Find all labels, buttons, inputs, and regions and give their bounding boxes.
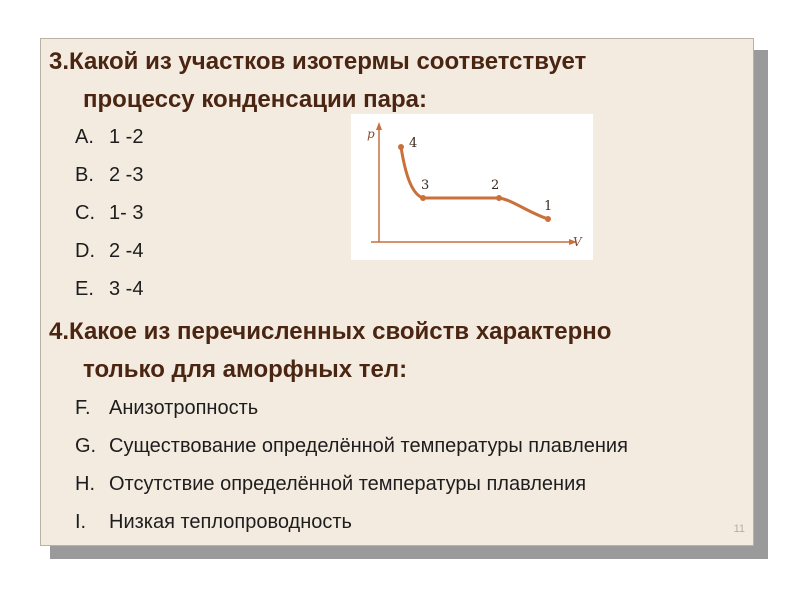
point-4: [398, 144, 404, 150]
option-text: Отсутствие определённой температуры плавления: [109, 473, 587, 495]
option-text: Анизотропность: [109, 397, 259, 419]
answer-option-e: [75, 277, 143, 301]
answer-option-b: [75, 163, 143, 187]
option-text: 1 -2: [109, 126, 144, 148]
slide: [40, 38, 754, 546]
option-letter: B.: [75, 164, 94, 186]
y-axis-label: p: [367, 127, 375, 141]
answer-option-d: [75, 239, 143, 263]
option-letter: G.: [75, 435, 97, 457]
question-3-line-2: процессу конденсации пара:: [83, 86, 428, 113]
question-4-line-1: 4.Какое из перечисленных свойств характерно: [49, 318, 612, 345]
option-text: 1- 3: [109, 202, 144, 224]
isotherm-svg: [351, 114, 593, 260]
option-letter: D.: [75, 240, 95, 262]
question-3-line-1: 3.Какой из участков изотермы соответствует: [49, 48, 587, 75]
point-label-4: 4: [409, 136, 418, 151]
answer-option-h: [75, 472, 586, 496]
y-axis-arrow: [376, 122, 382, 130]
point-2: [496, 195, 502, 201]
option-letter: E.: [75, 278, 94, 300]
option-text: 2 -4: [109, 240, 144, 262]
question-4-title: [49, 313, 611, 389]
answer-option-c: [75, 201, 143, 225]
isotherm-graph: [351, 114, 593, 260]
option-text: 3 -4: [109, 278, 144, 300]
point-label-1: 1: [544, 199, 553, 214]
page-number: 11: [733, 523, 745, 535]
point-1: [545, 216, 551, 222]
answer-option-a: [75, 125, 143, 149]
point-3: [420, 195, 426, 201]
option-text: Существование определённой температуры плавления: [109, 435, 628, 457]
option-letter: A.: [75, 126, 94, 148]
answer-option-i: [75, 510, 352, 534]
option-text: Низкая теплопроводность: [109, 511, 352, 533]
answer-option-g: [75, 434, 628, 458]
answer-option-f: [75, 396, 258, 420]
point-label-3: 3: [421, 178, 430, 193]
option-letter: I.: [75, 511, 87, 533]
question-3-title: [49, 43, 586, 119]
x-axis-label: V: [573, 235, 582, 249]
point-label-2: 2: [491, 178, 500, 193]
option-letter: F.: [75, 397, 91, 419]
option-letter: C.: [75, 202, 95, 224]
option-letter: H.: [75, 473, 95, 495]
question-4-line-2: только для аморфных тел:: [83, 356, 408, 383]
option-text: 2 -3: [109, 164, 144, 186]
